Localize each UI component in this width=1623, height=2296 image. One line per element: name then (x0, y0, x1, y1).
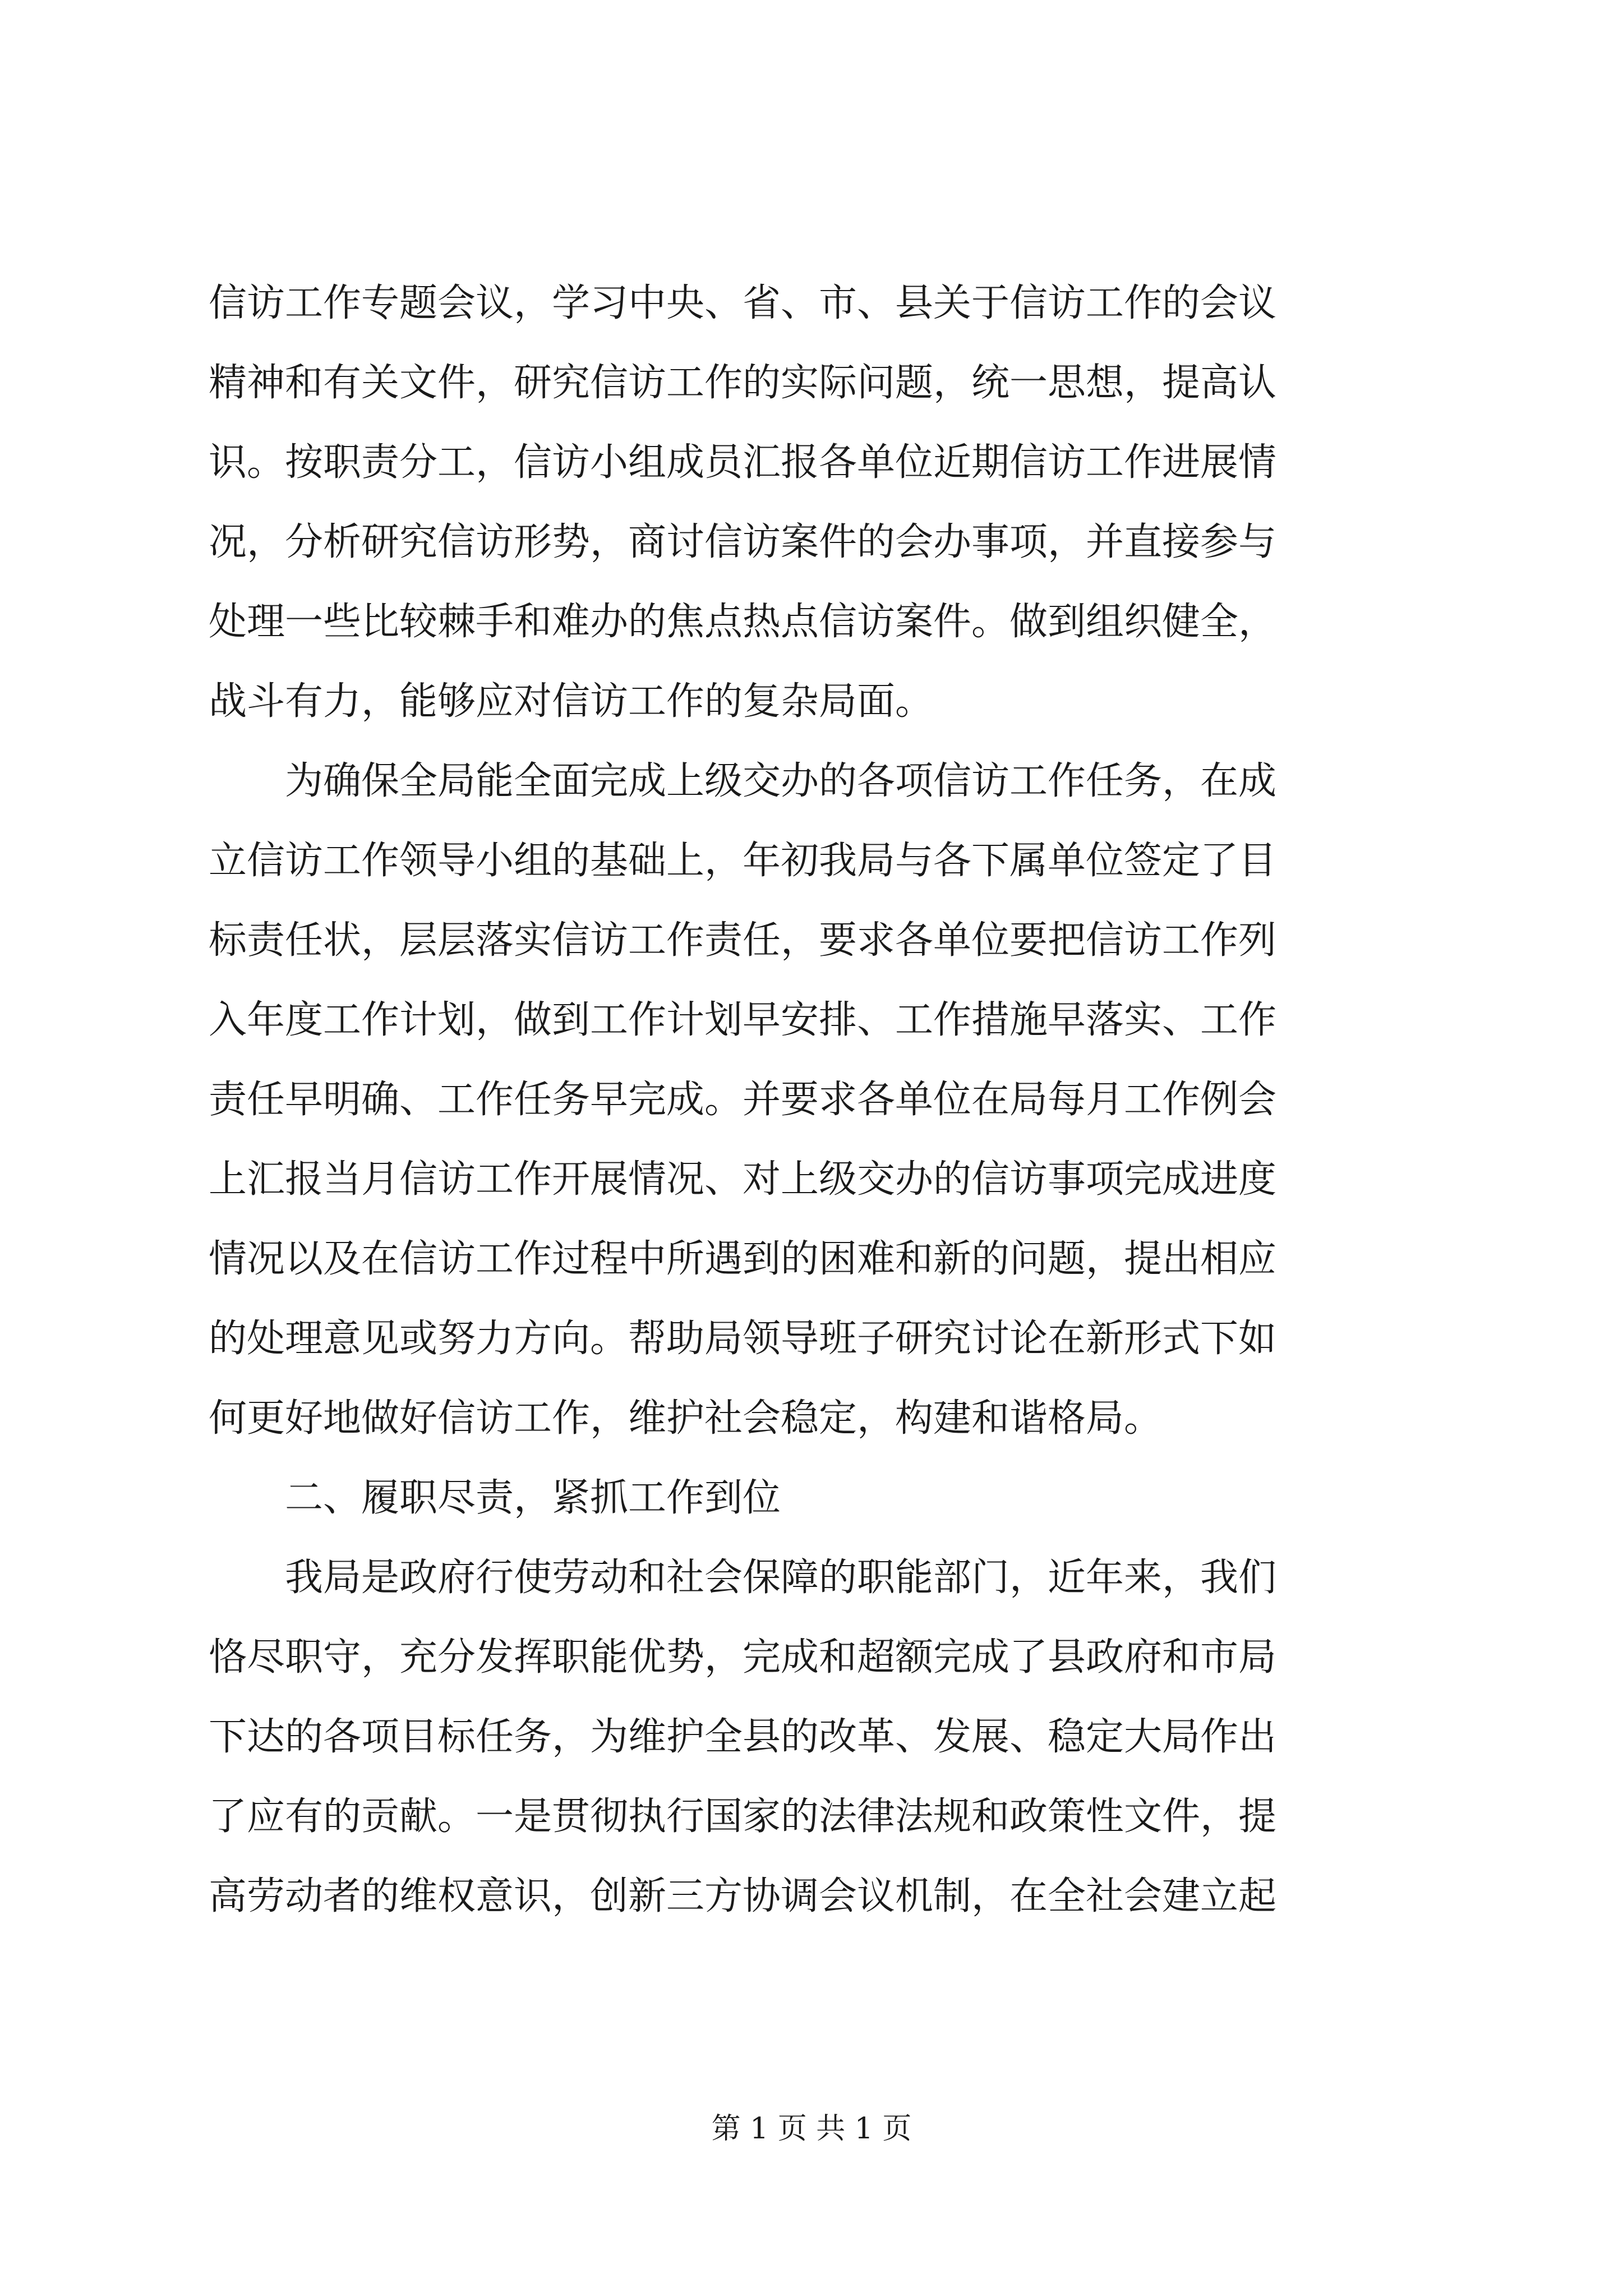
text-line-19: 下达的各项目标任务，为维护全县的改革、发展、稳定大局作出 (209, 1715, 1277, 1759)
text-line-1: 信访工作专题会议，学习中央、省、市、县关于信访工作的会议 (209, 281, 1277, 325)
text-line-15: 何更好地做好信访工作，维护社会稳定，构建和谐格局。 (209, 1396, 1163, 1441)
text-line-20: 了应有的贡献。一是贯彻执行国家的法律法规和政策性文件，提 (209, 1795, 1277, 1839)
text-line-18: 恪尽职守，充分发挥职能优势，完成和超额完成了县政府和市局 (209, 1635, 1277, 1680)
text-line-5: 处理一些比较棘手和难办的焦点热点信访案件。做到组织健全， (209, 600, 1277, 644)
text-line-10: 入年度工作计划，做到工作计划早安排、工作措施早落实、工作 (209, 998, 1277, 1042)
text-line-7: 为确保全局能全面完成上级交办的各项信访工作任务，在成 (209, 759, 1277, 803)
text-line-13: 情况以及在信访工作过程中所遇到的困难和新的问题，提出相应 (209, 1237, 1277, 1281)
text-line-2: 精神和有关文件，研究信访工作的实际问题，统一思想，提高认 (209, 361, 1277, 405)
text-line-9: 标责任状，层层落实信访工作责任，要求各单位要把信访工作列 (209, 918, 1277, 963)
section-heading: 二、履职尽责，紧抓工作到位 (209, 1476, 781, 1520)
text-line-3: 识。按职责分工，信访小组成员汇报各单位近期信访工作进展情 (209, 440, 1277, 485)
text-line-12: 上汇报当月信访工作开展情况、对上级交办的信访事项完成进度 (209, 1157, 1277, 1202)
document-body (209, 264, 1420, 1936)
text-line-17: 我局是政府行使劳动和社会保障的职能部门，近年来，我们 (209, 1556, 1277, 1600)
text-line-14: 的处理意见或努力方向。帮助局领导班子研究讨论在新形式下如 (209, 1317, 1277, 1361)
text-line-11: 责任早明确、工作任务早完成。并要求各单位在局每月工作例会 (209, 1078, 1277, 1122)
text-line-8: 立信访工作领导小组的基础上，年初我局与各下属单位签定了目 (209, 839, 1277, 883)
text-line-21: 高劳动者的维权意识，创新三方协调会议机制，在全社会建立起 (209, 1874, 1277, 1918)
page-footer: 第 1 页 共 1 页 (711, 2112, 912, 2146)
text-line-4: 况，分析研究信访形势，商讨信访案件的会办事项，并直接参与 (209, 520, 1277, 564)
text-line-6: 战斗有力，能够应对信访工作的复杂局面。 (209, 679, 934, 724)
